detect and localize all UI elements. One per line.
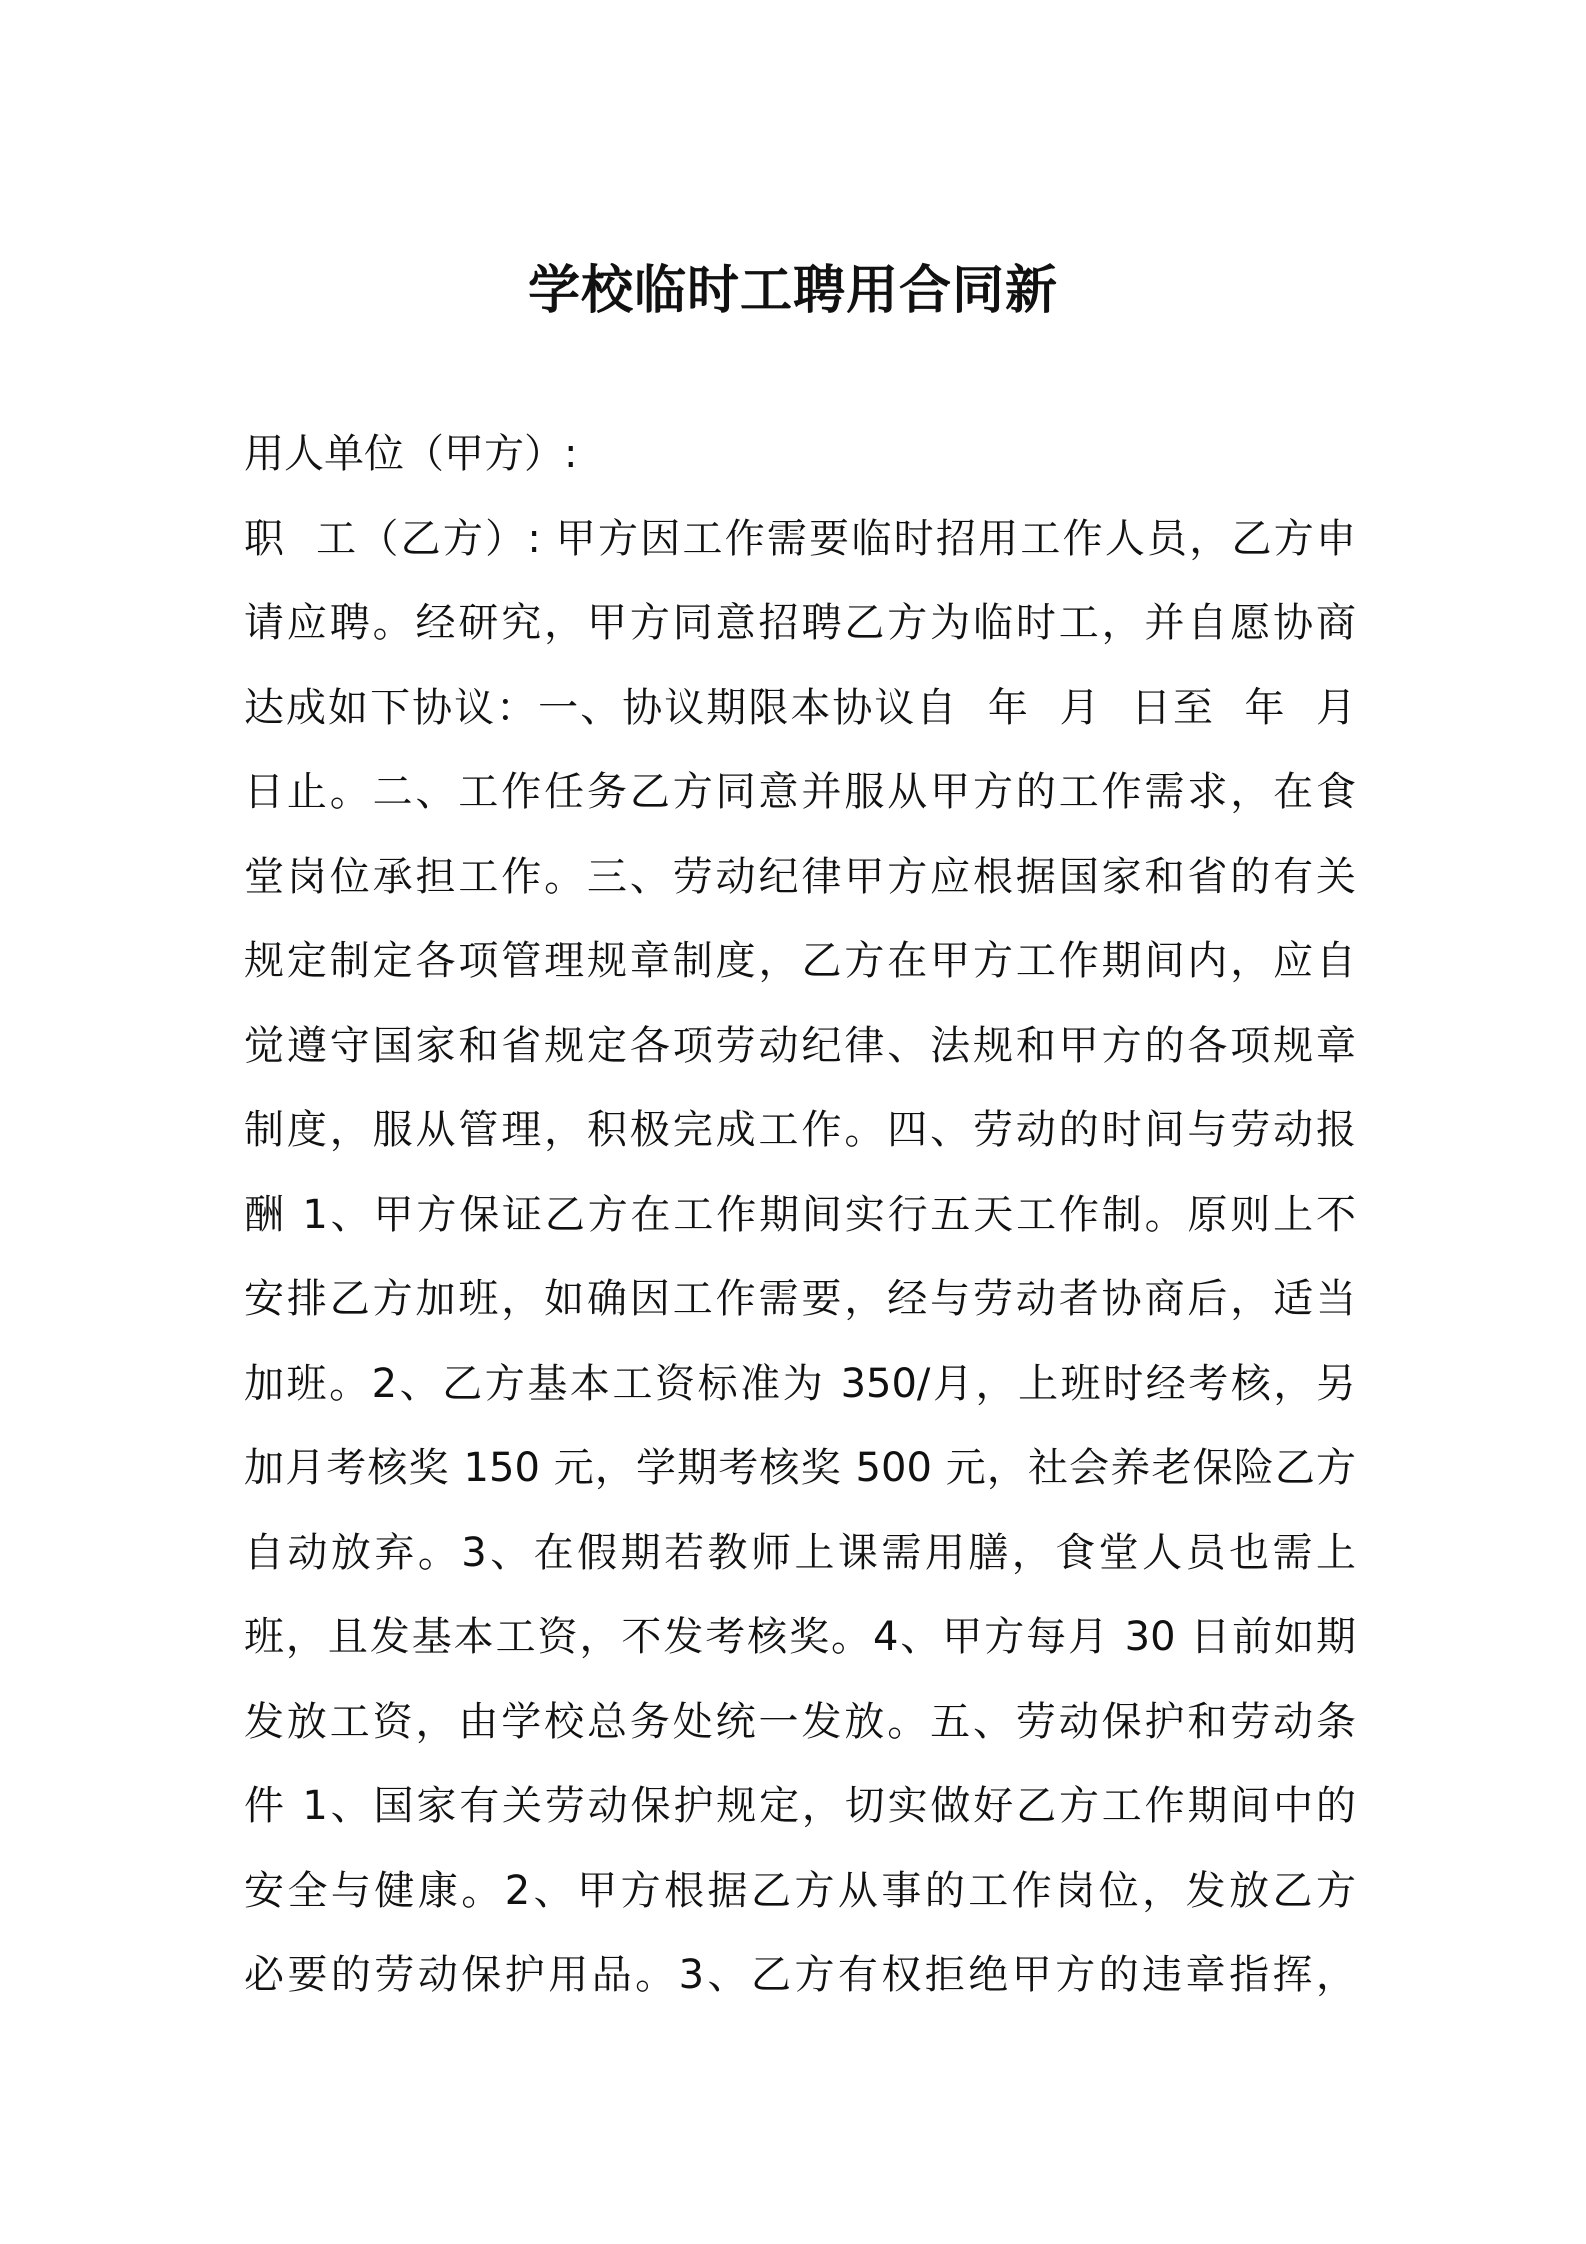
text-line: 自动放弃。3、在假期若教师上课需用膳，食堂人员也需上 xyxy=(244,1529,1356,1576)
document-title: 学校临时工聘用合同新 xyxy=(527,261,1058,321)
text-line: 制度，服从管理，积极完成工作。四、劳动的时间与劳动报 xyxy=(244,1107,1356,1153)
text-line: 请应聘。经研究，甲方同意招聘乙方为临时工，并自愿协商 xyxy=(244,600,1356,646)
text-line: 用人单位（甲方）: xyxy=(244,431,578,477)
text-line: 达成如下协议：一、协议期限本协议自 年 月 日至 年 月 xyxy=(244,684,1356,731)
text-line: 酬 1、甲方保证乙方在工作期间实行五天工作制。原则上不 xyxy=(244,1191,1356,1238)
text-line: 职 工（乙方）: 甲方因工作需要临时招用工作人员，乙方申 xyxy=(244,515,1356,562)
text-line: 堂岗位承担工作。三、劳动纪律甲方应根据国家和省的有关 xyxy=(244,853,1356,900)
text-line: 规定制定各项管理规章制度，乙方在甲方工作期间内，应自 xyxy=(244,938,1356,984)
text-line: 安排乙方加班，如确因工作需要，经与劳动者协商后，适当 xyxy=(244,1276,1356,1322)
text-line: 加月考核奖 150 元，学期考核奖 500 元，社会养老保险乙方 xyxy=(244,1445,1356,1491)
text-line: 发放工资，由学校总务处统一发放。五、劳动保护和劳动条 xyxy=(244,1698,1356,1745)
text-line: 日止。二、工作任务乙方同意并服从甲方的工作需求，在食 xyxy=(244,769,1356,815)
text-line: 觉遵守国家和省规定各项劳动纪律、法规和甲方的各项规章 xyxy=(244,1022,1356,1069)
text-line: 加班。2、乙方基本工资标准为 350/月，上班时经考核，另 xyxy=(244,1360,1356,1407)
contract-body xyxy=(244,412,1356,2018)
text-line: 班，且发基本工资，不发考核奖。4、甲方每月 30 日前如期 xyxy=(244,1614,1356,1660)
text-line: 安全与健康。2、甲方根据乙方从事的工作岗位，发放乙方 xyxy=(244,1867,1356,1914)
text-line: 必要的劳动保护用品。3、乙方有权拒绝甲方的违章指挥， xyxy=(244,1952,1356,1998)
text-line: 件 1、国家有关劳动保护规定，切实做好乙方工作期间中的 xyxy=(244,1783,1356,1829)
